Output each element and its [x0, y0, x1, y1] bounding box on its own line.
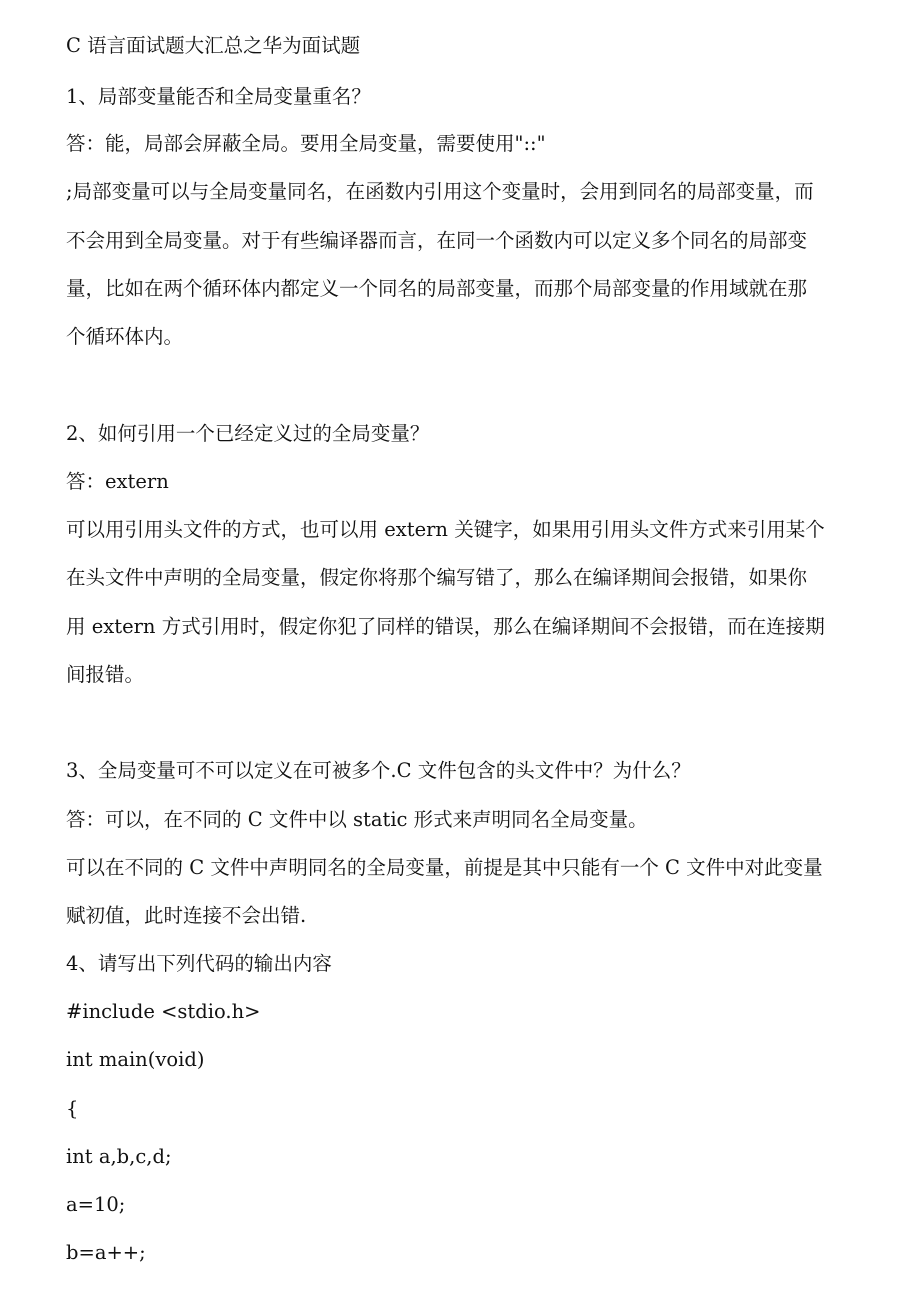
question-2: 2、如何引用一个已经定义过的全局变量？ — [66, 422, 430, 445]
code-line: #include <stdio.h> — [66, 1000, 261, 1023]
answer-3-explanation-line: 赋初值，此时连接不会出错. — [66, 904, 307, 927]
document-title: C 语言面试题大汇总之华为面试题 — [66, 34, 361, 57]
code-line: int a,b,c,d; — [66, 1145, 172, 1168]
question-1: 1、局部变量能否和全局变量重名？ — [66, 85, 371, 108]
answer-2-explanation-line: 可以用引用头文件的方式，也可以用 extern 关键字，如果用引用头文件方式来引用某个 — [66, 518, 825, 541]
question-4: 4、请写出下列代码的输出内容 — [66, 952, 332, 975]
answer-2-explanation-line: 用 extern 方式引用时，假定你犯了同样的错误，那么在编译期间不会报错，而在连接期 — [66, 615, 825, 638]
code-line: int main(void) — [66, 1048, 205, 1071]
answer-2: 答：extern — [66, 470, 169, 493]
answer-2-explanation-line: 间报错。 — [66, 663, 145, 686]
answer-1-explanation-line: 个循环体内。 — [66, 325, 184, 348]
answer-1-explanation-line: ;局部变量可以与全局变量同名，在函数内引用这个变量时，会用到同名的局部变量，而 — [66, 180, 814, 203]
answer-1: 答：能，局部会屏蔽全局。要用全局变量，需要使用"::" — [66, 132, 546, 155]
answer-3-explanation-line: 可以在不同的 C 文件中声明同名的全局变量，前提是其中只能有一个 C 文件中对此变量 — [66, 856, 823, 879]
code-line: b=a++; — [66, 1241, 146, 1264]
answer-1-explanation-line: 不会用到全局变量。对于有些编译器而言，在同一个函数内可以定义多个同名的局部变 — [66, 229, 808, 252]
code-line: a=10; — [66, 1193, 126, 1216]
answer-1-explanation-line: 量，比如在两个循环体内都定义一个同名的局部变量，而那个局部变量的作用域就在那 — [66, 277, 808, 300]
answer-3: 答：可以，在不同的 C 文件中以 static 形式来声明同名全局变量。 — [66, 808, 648, 831]
code-line: { — [66, 1097, 79, 1120]
question-3: 3、全局变量可不可以定义在可被多个.C 文件包含的头文件中？为什么？ — [66, 759, 691, 782]
answer-2-explanation-line: 在头文件中声明的全局变量，假定你将那个编写错了，那么在编译期间会报错，如果你 — [66, 566, 808, 589]
